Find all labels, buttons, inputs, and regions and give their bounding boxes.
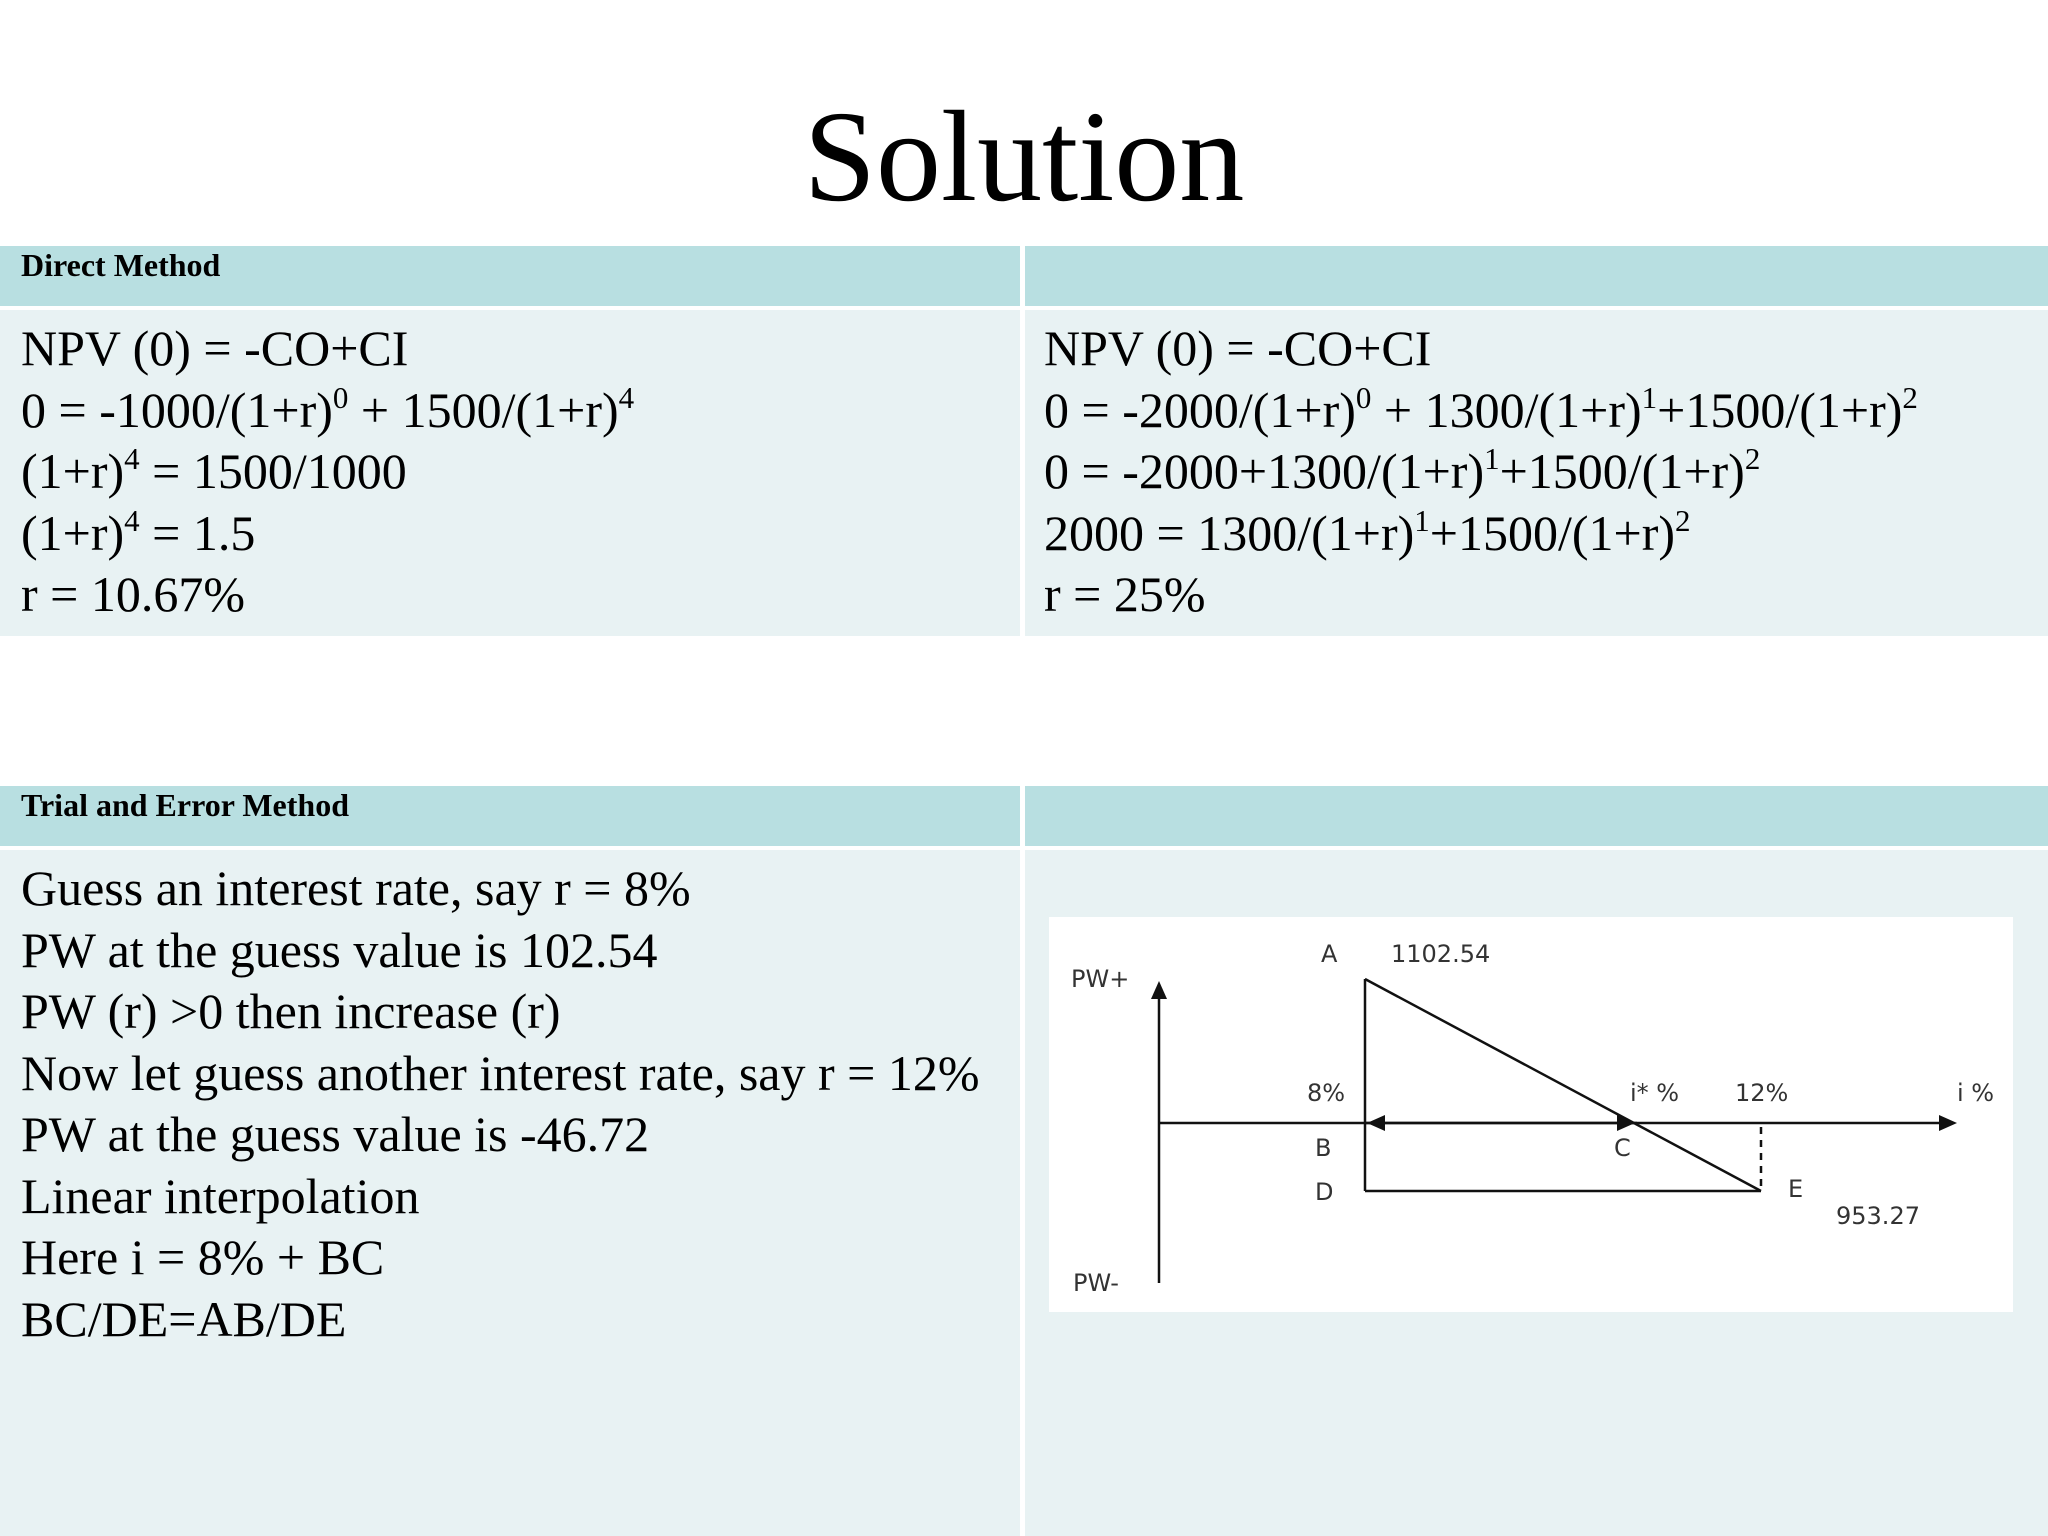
point-e-label: E: [1788, 1175, 1804, 1203]
bc-left-arrow-icon: [1367, 1115, 1385, 1131]
point-a-label: A: [1321, 940, 1338, 968]
direct-method-header-label: Direct Method: [21, 247, 221, 283]
text-line: BC/DE=AB/DE: [21, 1290, 347, 1347]
trial-error-header: [0, 786, 1020, 846]
equation-line: r = 25%: [1044, 566, 1206, 622]
pw-minus-label: PW-: [1073, 1269, 1119, 1297]
text-line: Now let guess another interest rate, say r = 12%: [21, 1044, 980, 1101]
point-c-label: C: [1614, 1134, 1631, 1162]
text-line: Here i = 8% + BC: [21, 1229, 385, 1285]
trial-error-header-empty: [1025, 786, 2048, 846]
equation-line: $0 = -2000/(1+r)^0 + 1300/(1+r)^1+1500/(1+r)^2$: [1044, 379, 1918, 438]
equation-line: $0 = -2000+1300/(1+r)^1+1500/(1+r)^2$: [1044, 440, 1761, 499]
text-line: PW at the guess value is -46.72: [21, 1106, 650, 1162]
text-line: PW at the guess value is 102.54: [21, 921, 658, 978]
rate-8-label: 8%: [1307, 1079, 1346, 1107]
trial-error-left-cell: [0, 850, 1020, 1536]
equation-line: NPV (0) = -CO+CI: [21, 320, 409, 376]
direct-method-left-cell: [0, 310, 1020, 636]
pw-axis-arrow-icon: [1151, 981, 1167, 999]
text-line: Linear interpolation: [21, 1167, 420, 1224]
equation-line: $(1+r)^4 = 1.5$: [21, 502, 256, 561]
pw-plus-label: PW+: [1071, 965, 1130, 993]
i-axis-arrow-icon: [1939, 1115, 1957, 1131]
equation-line: $2000 = 1300/(1+r)^1+1500/(1+r)^2$: [1044, 502, 1691, 561]
interpolation-diagram-svg: [1049, 917, 2013, 1312]
equation-line: r = 10.67%: [21, 566, 245, 622]
text-line: PW (r) >0 then increase (r): [21, 983, 561, 1039]
direct-method-table: [0, 246, 2048, 636]
point-e-value: 953.27: [1836, 1202, 1920, 1230]
equation-line: $0 = -1000/(1+r)^0 + 1500/(1+r)^4$: [21, 379, 635, 438]
interpolation-diagram: [1049, 917, 2013, 1312]
rate-12-label: 12%: [1735, 1079, 1789, 1107]
point-a-value: 1102.54: [1391, 940, 1491, 968]
rate-star-label: i* %: [1630, 1079, 1680, 1107]
point-d-label: D: [1315, 1178, 1334, 1206]
line-ae-hypotenuse: [1365, 979, 1761, 1191]
text-line: Guess an interest rate, say r = 8%: [21, 860, 691, 916]
equation-line: $(1+r)^4 = 1500/1000$: [21, 440, 407, 499]
direct-method-right-cell: [1025, 310, 2048, 636]
direct-method-header: [0, 246, 1020, 306]
slide-title: Solution: [803, 85, 1245, 229]
trial-error-header-label: Trial and Error Method: [21, 787, 349, 823]
direct-method-header-empty: [1025, 246, 2048, 306]
equation-line: NPV (0) = -CO+CI: [1044, 320, 1432, 376]
point-b-label: B: [1315, 1134, 1332, 1162]
i-axis-label: i %: [1957, 1079, 1995, 1107]
